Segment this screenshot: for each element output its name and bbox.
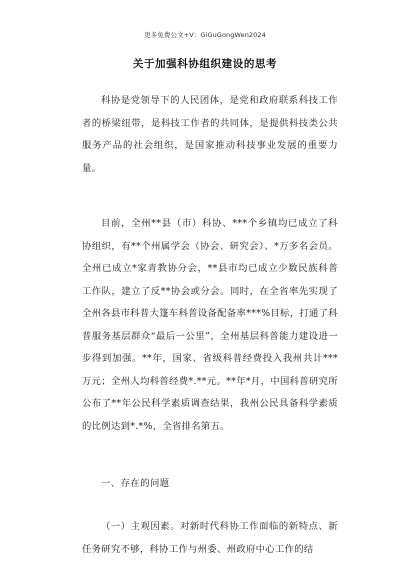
section-heading-problems: 一、存在的问题	[101, 478, 170, 489]
paragraph-current-status: 目前，全州**县（市）科协、***个乡镇均已成立了科协组织，有**个州属学会（协会、研究会）、*万多名会员。全州已成立*家青教协分会，**县市均已成立少数民族科普工作队，建立了反**协会或分会。同时，在全省率先实现了全州各县市科普大篷车科普设备配备率***%目标，打通了科普服务基层群众“最后一公里”，全州基层科普能力建设进一步得到加强。**年，国家、省级科普经费投入我州共计***万元；全州人均科普经费*.**元。**年*月，中国科普研究所公布了**年公民科学素质调查结果，我州公民具备科学素质的比例达到*.*%，全省排名第五。	[82, 218, 338, 432]
header-note: 更多免费公文+V：GiGuGongWen2024	[144, 31, 266, 39]
paragraph-subjective-factors: （一）主观因素。对新时代科协工作面临的新特点、新任务研究不够，科协工作与州委、州政府中心工作的结	[82, 521, 338, 555]
document-title: 关于加强科协组织建设的思考	[132, 58, 278, 70]
paragraph-intro: 科协是党领导下的人民团体，是党和政府联系科技工作者的桥梁纽带，是科技工作者的共同体，是提供科技类公共服务产品的社会组织，是国家推动科技事业发展的重要力量。	[82, 95, 338, 174]
